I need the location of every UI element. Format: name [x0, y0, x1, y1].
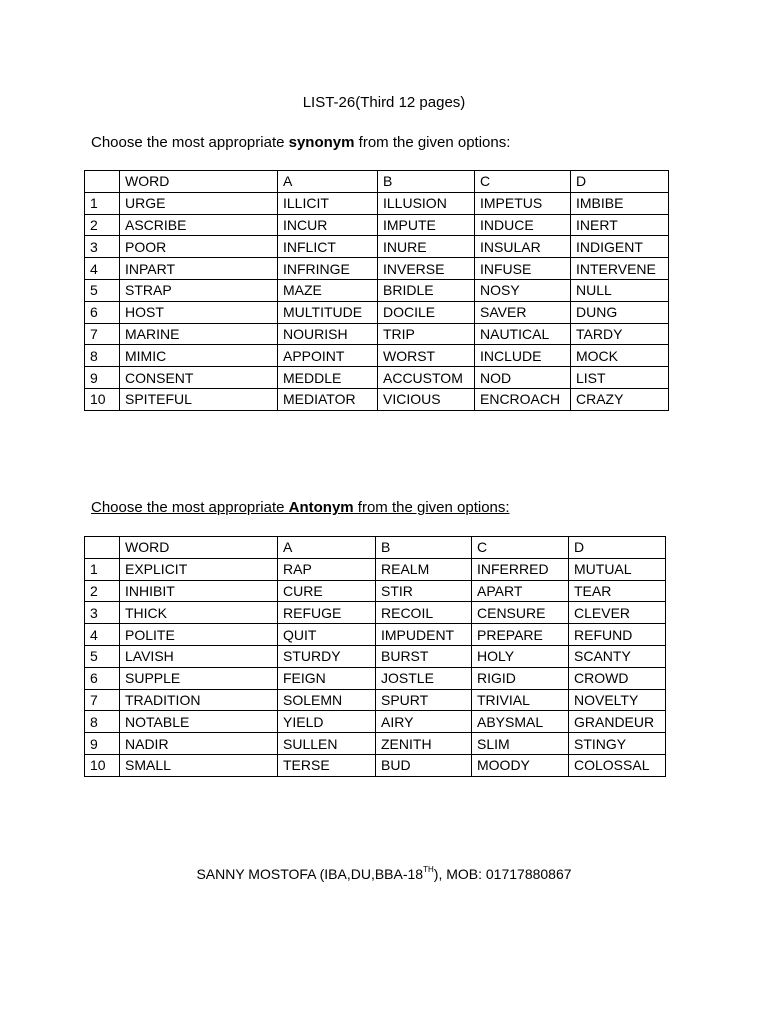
synonym-instruction-keyword: synonym: [288, 134, 355, 151]
word-cell: LAVISH: [120, 645, 278, 667]
header-cell: D: [571, 171, 669, 193]
word-cell: INFRINGE: [278, 258, 378, 280]
word-cell: STIR: [376, 580, 472, 602]
word-cell: INFLICT: [278, 236, 378, 258]
footer-superscript: TH: [423, 865, 434, 874]
word-cell: EXPLICIT: [120, 558, 278, 580]
header-cell: C: [472, 537, 569, 559]
antonym-instruction: [91, 499, 510, 517]
synonym-instruction-pre: Choose the most appropriate: [91, 134, 289, 151]
synonym-instruction-post: from the given options:: [354, 134, 511, 151]
row-number-cell: 9: [85, 367, 120, 389]
row-number-cell: 5: [85, 279, 120, 301]
row-number-cell: 1: [85, 558, 120, 580]
word-cell: ZENITH: [376, 733, 472, 755]
word-cell: LIST: [571, 367, 669, 389]
word-cell: GRANDEUR: [569, 711, 666, 733]
word-cell: INCUR: [278, 214, 378, 236]
word-cell: INDUCE: [475, 214, 571, 236]
word-cell: BRIDLE: [378, 279, 475, 301]
word-cell: COLOSSAL: [569, 754, 666, 776]
synonym-table: [84, 170, 669, 411]
word-cell: RECOIL: [376, 602, 472, 624]
word-cell: MIMIC: [120, 345, 278, 367]
word-cell: ILLICIT: [278, 192, 378, 214]
word-cell: APPOINT: [278, 345, 378, 367]
table-row: [85, 258, 669, 280]
word-cell: APART: [472, 580, 569, 602]
word-cell: TRIP: [378, 323, 475, 345]
word-cell: NOSY: [475, 279, 571, 301]
row-number-cell: 10: [85, 388, 120, 410]
word-cell: BURST: [376, 645, 472, 667]
word-cell: CONSENT: [120, 367, 278, 389]
table-row: [85, 624, 666, 646]
header-cell: B: [378, 171, 475, 193]
word-cell: YIELD: [278, 711, 376, 733]
word-cell: INHIBIT: [120, 580, 278, 602]
footer-contact: [0, 865, 768, 883]
row-number-cell: 3: [85, 602, 120, 624]
word-cell: IMBIBE: [571, 192, 669, 214]
word-cell: DOCILE: [378, 301, 475, 323]
word-cell: MOCK: [571, 345, 669, 367]
word-cell: CENSURE: [472, 602, 569, 624]
table-row: [85, 667, 666, 689]
word-cell: MAZE: [278, 279, 378, 301]
word-cell: RIGID: [472, 667, 569, 689]
synonym-header-row: [85, 171, 669, 193]
row-number-cell: 10: [85, 754, 120, 776]
word-cell: INSULAR: [475, 236, 571, 258]
row-number-cell: 8: [85, 345, 120, 367]
antonym-table: [84, 536, 666, 777]
word-cell: MARINE: [120, 323, 278, 345]
word-cell: INTERVENE: [571, 258, 669, 280]
table-row: [85, 279, 669, 301]
word-cell: SUPPLE: [120, 667, 278, 689]
word-cell: SCANTY: [569, 645, 666, 667]
word-cell: MULTITUDE: [278, 301, 378, 323]
word-cell: IMPUTE: [378, 214, 475, 236]
word-cell: STRAP: [120, 279, 278, 301]
word-cell: TEAR: [569, 580, 666, 602]
table-row: [85, 345, 669, 367]
header-cell: [85, 171, 120, 193]
table-row: [85, 558, 666, 580]
word-cell: CROWD: [569, 667, 666, 689]
word-cell: PREPARE: [472, 624, 569, 646]
row-number-cell: 4: [85, 624, 120, 646]
antonym-instruction-pre: Choose the most appropriate: [91, 499, 289, 516]
word-cell: SPITEFUL: [120, 388, 278, 410]
row-number-cell: 9: [85, 733, 120, 755]
table-row: [85, 192, 669, 214]
row-number-cell: 5: [85, 645, 120, 667]
header-cell: B: [376, 537, 472, 559]
word-cell: DUNG: [571, 301, 669, 323]
word-cell: NOVELTY: [569, 689, 666, 711]
word-cell: NULL: [571, 279, 669, 301]
word-cell: STURDY: [278, 645, 376, 667]
word-cell: CLEVER: [569, 602, 666, 624]
word-cell: NOTABLE: [120, 711, 278, 733]
word-cell: STINGY: [569, 733, 666, 755]
table-row: [85, 580, 666, 602]
word-cell: SPURT: [376, 689, 472, 711]
word-cell: TRADITION: [120, 689, 278, 711]
header-cell: A: [278, 171, 378, 193]
page-title: LIST-26(Third 12 pages): [302, 94, 466, 111]
header-cell: C: [475, 171, 571, 193]
word-cell: VICIOUS: [378, 388, 475, 410]
row-number-cell: 6: [85, 301, 120, 323]
word-cell: INPART: [120, 258, 278, 280]
word-cell: INERT: [571, 214, 669, 236]
word-cell: NADIR: [120, 733, 278, 755]
row-number-cell: 1: [85, 192, 120, 214]
row-number-cell: 3: [85, 236, 120, 258]
word-cell: POLITE: [120, 624, 278, 646]
word-cell: SMALL: [120, 754, 278, 776]
table-row: [85, 323, 669, 345]
header-cell: D: [569, 537, 666, 559]
word-cell: MUTUAL: [569, 558, 666, 580]
word-cell: BUD: [376, 754, 472, 776]
word-cell: INCLUDE: [475, 345, 571, 367]
word-cell: QUIT: [278, 624, 376, 646]
word-cell: ENCROACH: [475, 388, 571, 410]
table-row: [85, 301, 669, 323]
word-cell: IMPETUS: [475, 192, 571, 214]
word-cell: TRIVIAL: [472, 689, 569, 711]
table-row: [85, 733, 666, 755]
table-row: [85, 602, 666, 624]
row-number-cell: 2: [85, 214, 120, 236]
table-row: [85, 689, 666, 711]
header-cell: WORD: [120, 171, 278, 193]
footer-text-post: ), MOB: 01717880867: [433, 866, 572, 882]
word-cell: HOST: [120, 301, 278, 323]
word-cell: MEDDLE: [278, 367, 378, 389]
word-cell: ABYSMAL: [472, 711, 569, 733]
word-cell: INDIGENT: [571, 236, 669, 258]
word-cell: RAP: [278, 558, 376, 580]
word-cell: NOD: [475, 367, 571, 389]
row-number-cell: 6: [85, 667, 120, 689]
table-row: [85, 645, 666, 667]
row-number-cell: 7: [85, 323, 120, 345]
word-cell: MOODY: [472, 754, 569, 776]
word-cell: TARDY: [571, 323, 669, 345]
table-row: [85, 754, 666, 776]
word-cell: CURE: [278, 580, 376, 602]
word-cell: ILLUSION: [378, 192, 475, 214]
word-cell: INVERSE: [378, 258, 475, 280]
word-cell: CRAZY: [571, 388, 669, 410]
word-cell: THICK: [120, 602, 278, 624]
table-row: [85, 711, 666, 733]
word-cell: AIRY: [376, 711, 472, 733]
header-cell: WORD: [120, 537, 278, 559]
word-cell: NOURISH: [278, 323, 378, 345]
antonym-instruction-post: from the given options:: [353, 499, 510, 516]
word-cell: REFUGE: [278, 602, 376, 624]
header-cell: A: [278, 537, 376, 559]
word-cell: REFUND: [569, 624, 666, 646]
footer-text-pre: SANNY MOSTOFA (IBA,DU,BBA-18: [196, 866, 424, 882]
antonym-instruction-keyword: Antonym: [288, 499, 354, 516]
word-cell: INFUSE: [475, 258, 571, 280]
word-cell: SULLEN: [278, 733, 376, 755]
word-cell: NAUTICAL: [475, 323, 571, 345]
table-row: [85, 388, 669, 410]
antonym-header-row: [85, 537, 666, 559]
word-cell: REALM: [376, 558, 472, 580]
header-cell: [85, 537, 120, 559]
row-number-cell: 2: [85, 580, 120, 602]
word-cell: INFERRED: [472, 558, 569, 580]
word-cell: TERSE: [278, 754, 376, 776]
table-row: [85, 214, 669, 236]
row-number-cell: 4: [85, 258, 120, 280]
table-row: [85, 367, 669, 389]
word-cell: SAVER: [475, 301, 571, 323]
word-cell: IMPUDENT: [376, 624, 472, 646]
word-cell: MEDIATOR: [278, 388, 378, 410]
word-cell: FEIGN: [278, 667, 376, 689]
word-cell: WORST: [378, 345, 475, 367]
table-row: [85, 236, 669, 258]
word-cell: INURE: [378, 236, 475, 258]
synonym-instruction: [91, 134, 510, 152]
word-cell: POOR: [120, 236, 278, 258]
word-cell: URGE: [120, 192, 278, 214]
word-cell: ACCUSTOM: [378, 367, 475, 389]
word-cell: ASCRIBE: [120, 214, 278, 236]
row-number-cell: 8: [85, 711, 120, 733]
word-cell: SOLEMN: [278, 689, 376, 711]
word-cell: JOSTLE: [376, 667, 472, 689]
word-cell: SLIM: [472, 733, 569, 755]
row-number-cell: 7: [85, 689, 120, 711]
word-cell: HOLY: [472, 645, 569, 667]
